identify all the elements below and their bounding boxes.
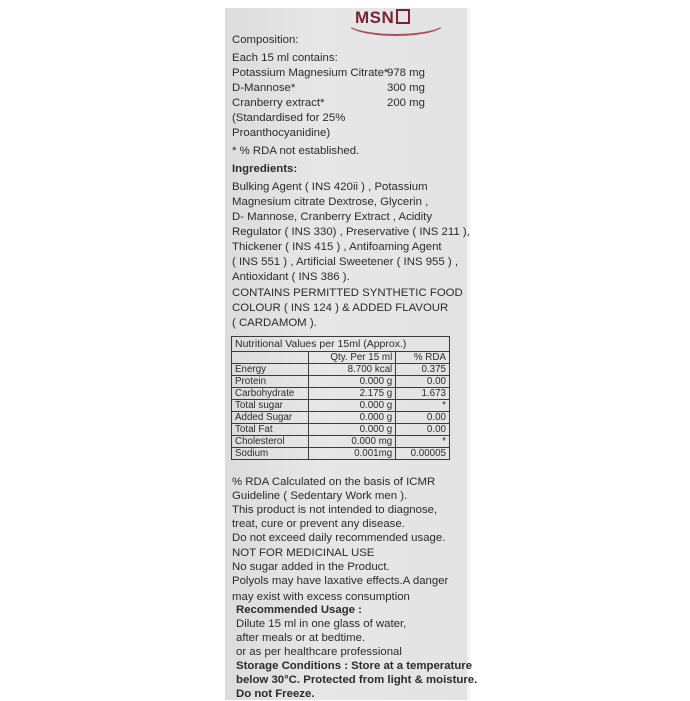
nutrient-name: Added Sugar xyxy=(232,412,309,424)
nutrient-rda: 0.375 xyxy=(396,364,450,376)
ingredients-line: COLOUR ( INS 124 ) & ADDED FLAVOUR xyxy=(232,302,449,314)
composition-item-name: D-Mannose* xyxy=(232,82,296,94)
composition-heading: Composition: xyxy=(232,34,299,46)
nutrition-row xyxy=(232,376,450,388)
composition-item-amount: 978 mg xyxy=(387,67,425,79)
panel-edge xyxy=(467,8,470,700)
col-qty-header: Qty. Per 15 ml xyxy=(309,352,396,364)
nutrition-row xyxy=(232,424,450,436)
nutrient-rda: 0.00005 xyxy=(396,448,450,460)
usage-line: Dilute 15 ml in one glass of water, xyxy=(236,618,407,630)
col-rda-header: % RDA xyxy=(396,352,450,364)
nutrition-title-row xyxy=(232,337,450,352)
ingredients-line: ( CARDAMOM ). xyxy=(232,317,317,329)
note-line: Guideline ( Sedentary Work men ). xyxy=(232,490,408,502)
storage-line: Storage Conditions : Store at a temperature xyxy=(236,660,473,672)
nutrient-qty: 0.000 g xyxy=(309,376,396,388)
nutrient-name: Cholesterol xyxy=(232,436,309,448)
nutrient-qty: 0.000 g xyxy=(309,424,396,436)
note-line: This product is not intended to diagnose, xyxy=(232,504,438,516)
nutrient-name: Carbohydrate xyxy=(232,388,309,400)
nutrient-name: Total Fat xyxy=(232,424,309,436)
nutrient-name: Sodium xyxy=(232,448,309,460)
ingredients-line: CONTAINS PERMITTED SYNTHETIC FOOD xyxy=(232,287,463,299)
usage-line: or as per healthcare professional xyxy=(236,646,402,658)
nutrition-row xyxy=(232,412,450,424)
nutrition-table xyxy=(231,336,450,460)
standardised-note: (Standardised for 25% xyxy=(232,112,346,124)
standardised-note: Proanthocyanidine) xyxy=(232,127,331,139)
nutrition-title: Nutritional Values per 15ml (Approx.) xyxy=(232,337,450,352)
storage-line: below 30°C. Protected from light & moisture. xyxy=(236,674,478,686)
nutrient-name: Energy xyxy=(232,364,309,376)
nutrition-header-row xyxy=(232,352,450,364)
ingredients-line: Magnesium citrate Dextrose, Glycerin , xyxy=(232,196,429,208)
nutrition-row xyxy=(232,364,450,376)
brand-logo xyxy=(355,8,410,28)
nutrition-row xyxy=(232,400,450,412)
brand-text: MSN xyxy=(355,8,395,27)
usage-line: after meals or at bedtime. xyxy=(236,632,366,644)
logo-box-icon xyxy=(396,9,410,24)
note-line: Do not exceed daily recommended usage. xyxy=(232,532,446,544)
note-line: Polyols may have laxative effects.A danger xyxy=(232,575,449,587)
nutrient-rda: 0.00 xyxy=(396,376,450,388)
nutrition-row xyxy=(232,448,450,460)
nutrient-qty: 0.000 mg xyxy=(309,436,396,448)
nutrient-qty: 8.700 kcal xyxy=(309,364,396,376)
composition-item-name: Cranberry extract* xyxy=(232,97,325,109)
nutrition-row xyxy=(232,388,450,400)
nutrient-qty: 0.001mg xyxy=(309,448,396,460)
ingredients-line: Antioxidant ( INS 386 ). xyxy=(232,271,350,283)
ingredients-heading: Ingredients: xyxy=(232,163,298,175)
note-line: may exist with excess consumption xyxy=(232,591,410,603)
nutrient-name: Total sugar xyxy=(232,400,309,412)
nutrient-rda: * xyxy=(396,400,450,412)
nutrient-rda: 0.00 xyxy=(396,424,450,436)
nutrient-qty: 2.175 g xyxy=(309,388,396,400)
usage-heading: Recommended Usage : xyxy=(236,604,362,616)
nutrient-rda: 0.00 xyxy=(396,412,450,424)
ingredients-line: Regulator ( INS 330) , Preservative ( INS 211 ), xyxy=(232,226,470,238)
note-line: treat, cure or prevent any disease. xyxy=(232,518,405,530)
rda-note: * % RDA not established. xyxy=(232,145,360,157)
composition-item-amount: 200 mg xyxy=(387,97,425,109)
nutrient-rda: * xyxy=(396,436,450,448)
ingredients-line: Bulking Agent ( INS 420ii ) , Potassium xyxy=(232,181,428,193)
storage-line: Do not Freeze. xyxy=(236,688,315,700)
ingredients-line: D- Mannose, Cranberry Extract , Acidity xyxy=(232,211,433,223)
nutrient-rda: 1.673 xyxy=(396,388,450,400)
composition-item-name: Potassium Magnesium Citrate* xyxy=(232,67,389,79)
note-line: % RDA Calculated on the basis of ICMR xyxy=(232,476,436,488)
nutrient-name: Protein xyxy=(232,376,309,388)
note-line: No sugar added in the Product. xyxy=(232,561,390,573)
ingredients-line: Thickener ( INS 415 ) , Antifoaming Agent xyxy=(232,241,442,253)
nutrient-qty: 0.000 g xyxy=(309,400,396,412)
composition-each: Each 15 ml contains: xyxy=(232,52,338,64)
ingredients-line: ( INS 551 ) , Artificial Sweetener ( INS 955 ) , xyxy=(232,256,458,268)
nutrition-row xyxy=(232,436,450,448)
nutrient-qty: 0.000 g xyxy=(309,412,396,424)
note-line: NOT FOR MEDICINAL USE xyxy=(232,547,375,559)
composition-item-amount: 300 mg xyxy=(387,82,425,94)
